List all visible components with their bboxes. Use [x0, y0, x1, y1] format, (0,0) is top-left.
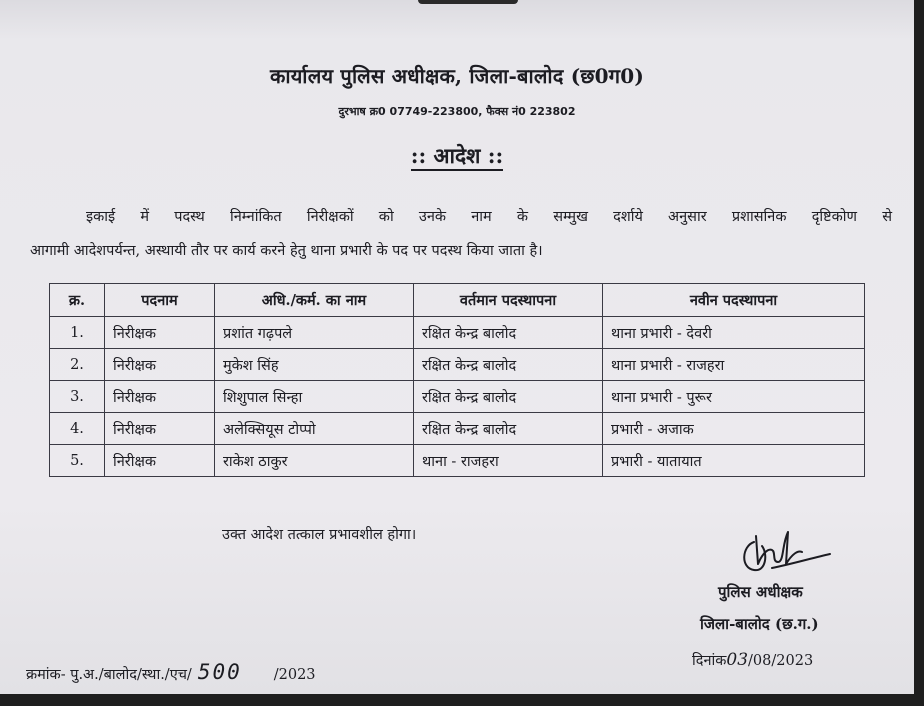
- header-designation: पदनाम: [105, 284, 215, 317]
- cell-serial: 1.: [50, 317, 105, 349]
- order-heading: [0, 142, 914, 170]
- order-body-line-2: आगामी आदेशपर्यन्त, अस्थायी तौर पर कार्य करने हेतु थाना प्रभारी के पद पर पदस्थ किया जाता है।: [30, 243, 543, 259]
- effect-note: उक्त आदेश तत्काल प्रभावशील होगा।: [222, 527, 417, 543]
- cell-new-posting: थाना प्रभारी - पुरूर: [603, 381, 865, 413]
- table-row: [50, 413, 865, 445]
- cell-officer-name: प्रशांत गढ़पले: [215, 317, 414, 349]
- order-heading-text: :: आदेश ::: [411, 143, 504, 171]
- cell-designation: निरीक्षक: [105, 381, 215, 413]
- cell-new-posting: थाना प्रभारी - देवरी: [603, 317, 865, 349]
- order-body: [30, 200, 892, 268]
- cell-new-posting: थाना प्रभारी - राजहरा: [603, 349, 865, 381]
- scan-edge-mark: [418, 0, 518, 4]
- signature-image: [732, 524, 842, 576]
- reference-year: /2023: [273, 667, 316, 683]
- cell-designation: निरीक्षक: [105, 445, 215, 477]
- office-title: कार्यालय पुलिस अधीक्षक, जिला-बालोद (छ0ग0): [269, 64, 645, 88]
- signatory-title: पुलिस अधीक्षक: [718, 583, 803, 601]
- date-rest: /08/2023: [748, 653, 814, 669]
- date-prefix: दिनांक: [692, 653, 727, 669]
- table-row: [50, 317, 865, 349]
- header-serial: क्र.: [50, 284, 105, 317]
- cell-officer-name: शिशुपाल सिन्हा: [215, 381, 414, 413]
- table-row: [50, 445, 865, 477]
- cell-serial: 4.: [50, 413, 105, 445]
- cell-designation: निरीक्षक: [105, 349, 215, 381]
- cell-serial: 5.: [50, 445, 105, 477]
- cell-current-posting: रक्षित केन्द्र बालोद: [414, 413, 603, 445]
- header-new-posting: नवीन पदस्थापना: [603, 284, 865, 317]
- signatory-date: [692, 650, 813, 670]
- cell-current-posting: रक्षित केन्द्र बालोद: [414, 381, 603, 413]
- office-contact: दुरभाष क्र0 07749-223800, फैक्स नं0 223802: [338, 105, 576, 118]
- cell-designation: निरीक्षक: [105, 317, 215, 349]
- posting-table: [49, 283, 865, 477]
- cell-current-posting: रक्षित केन्द्र बालोद: [414, 349, 603, 381]
- cell-current-posting: थाना - राजहरा: [414, 445, 603, 477]
- date-handwritten: 03: [726, 650, 749, 670]
- order-body-line-1: इकाई में पदस्थ निम्नांकित निरीक्षकों को उनके नाम के सम्मुख दर्शाये अनुसार प्रशासनिक दृष्टिकोण से: [86, 209, 892, 225]
- header-current-posting: वर्तमान पदस्थापना: [414, 284, 603, 317]
- cell-serial: 3.: [50, 381, 105, 413]
- reference-prefix: क्रमांक- पु.अ./बालोद/स्था./एच/: [26, 667, 192, 683]
- cell-officer-name: राकेश ठाकुर: [215, 445, 414, 477]
- reference-number-handwritten: 500: [197, 660, 242, 684]
- cell-designation: निरीक्षक: [105, 413, 215, 445]
- cell-serial: 2.: [50, 349, 105, 381]
- signatory-district: जिला-बालोद (छ.ग.): [700, 615, 819, 633]
- cell-current-posting: रक्षित केन्द्र बालोद: [414, 317, 603, 349]
- cell-officer-name: अलेक्सियूस टोप्पो: [215, 413, 414, 445]
- cell-new-posting: प्रभारी - अजाक: [603, 413, 865, 445]
- table-header-row: [50, 284, 865, 317]
- table-row: [50, 349, 865, 381]
- cell-officer-name: मुकेश सिंह: [215, 349, 414, 381]
- table-row: [50, 381, 865, 413]
- cell-new-posting: प्रभारी - यातायात: [603, 445, 865, 477]
- header-officer-name: अधि./कर्म. का नाम: [215, 284, 414, 317]
- reference-number: [26, 660, 316, 684]
